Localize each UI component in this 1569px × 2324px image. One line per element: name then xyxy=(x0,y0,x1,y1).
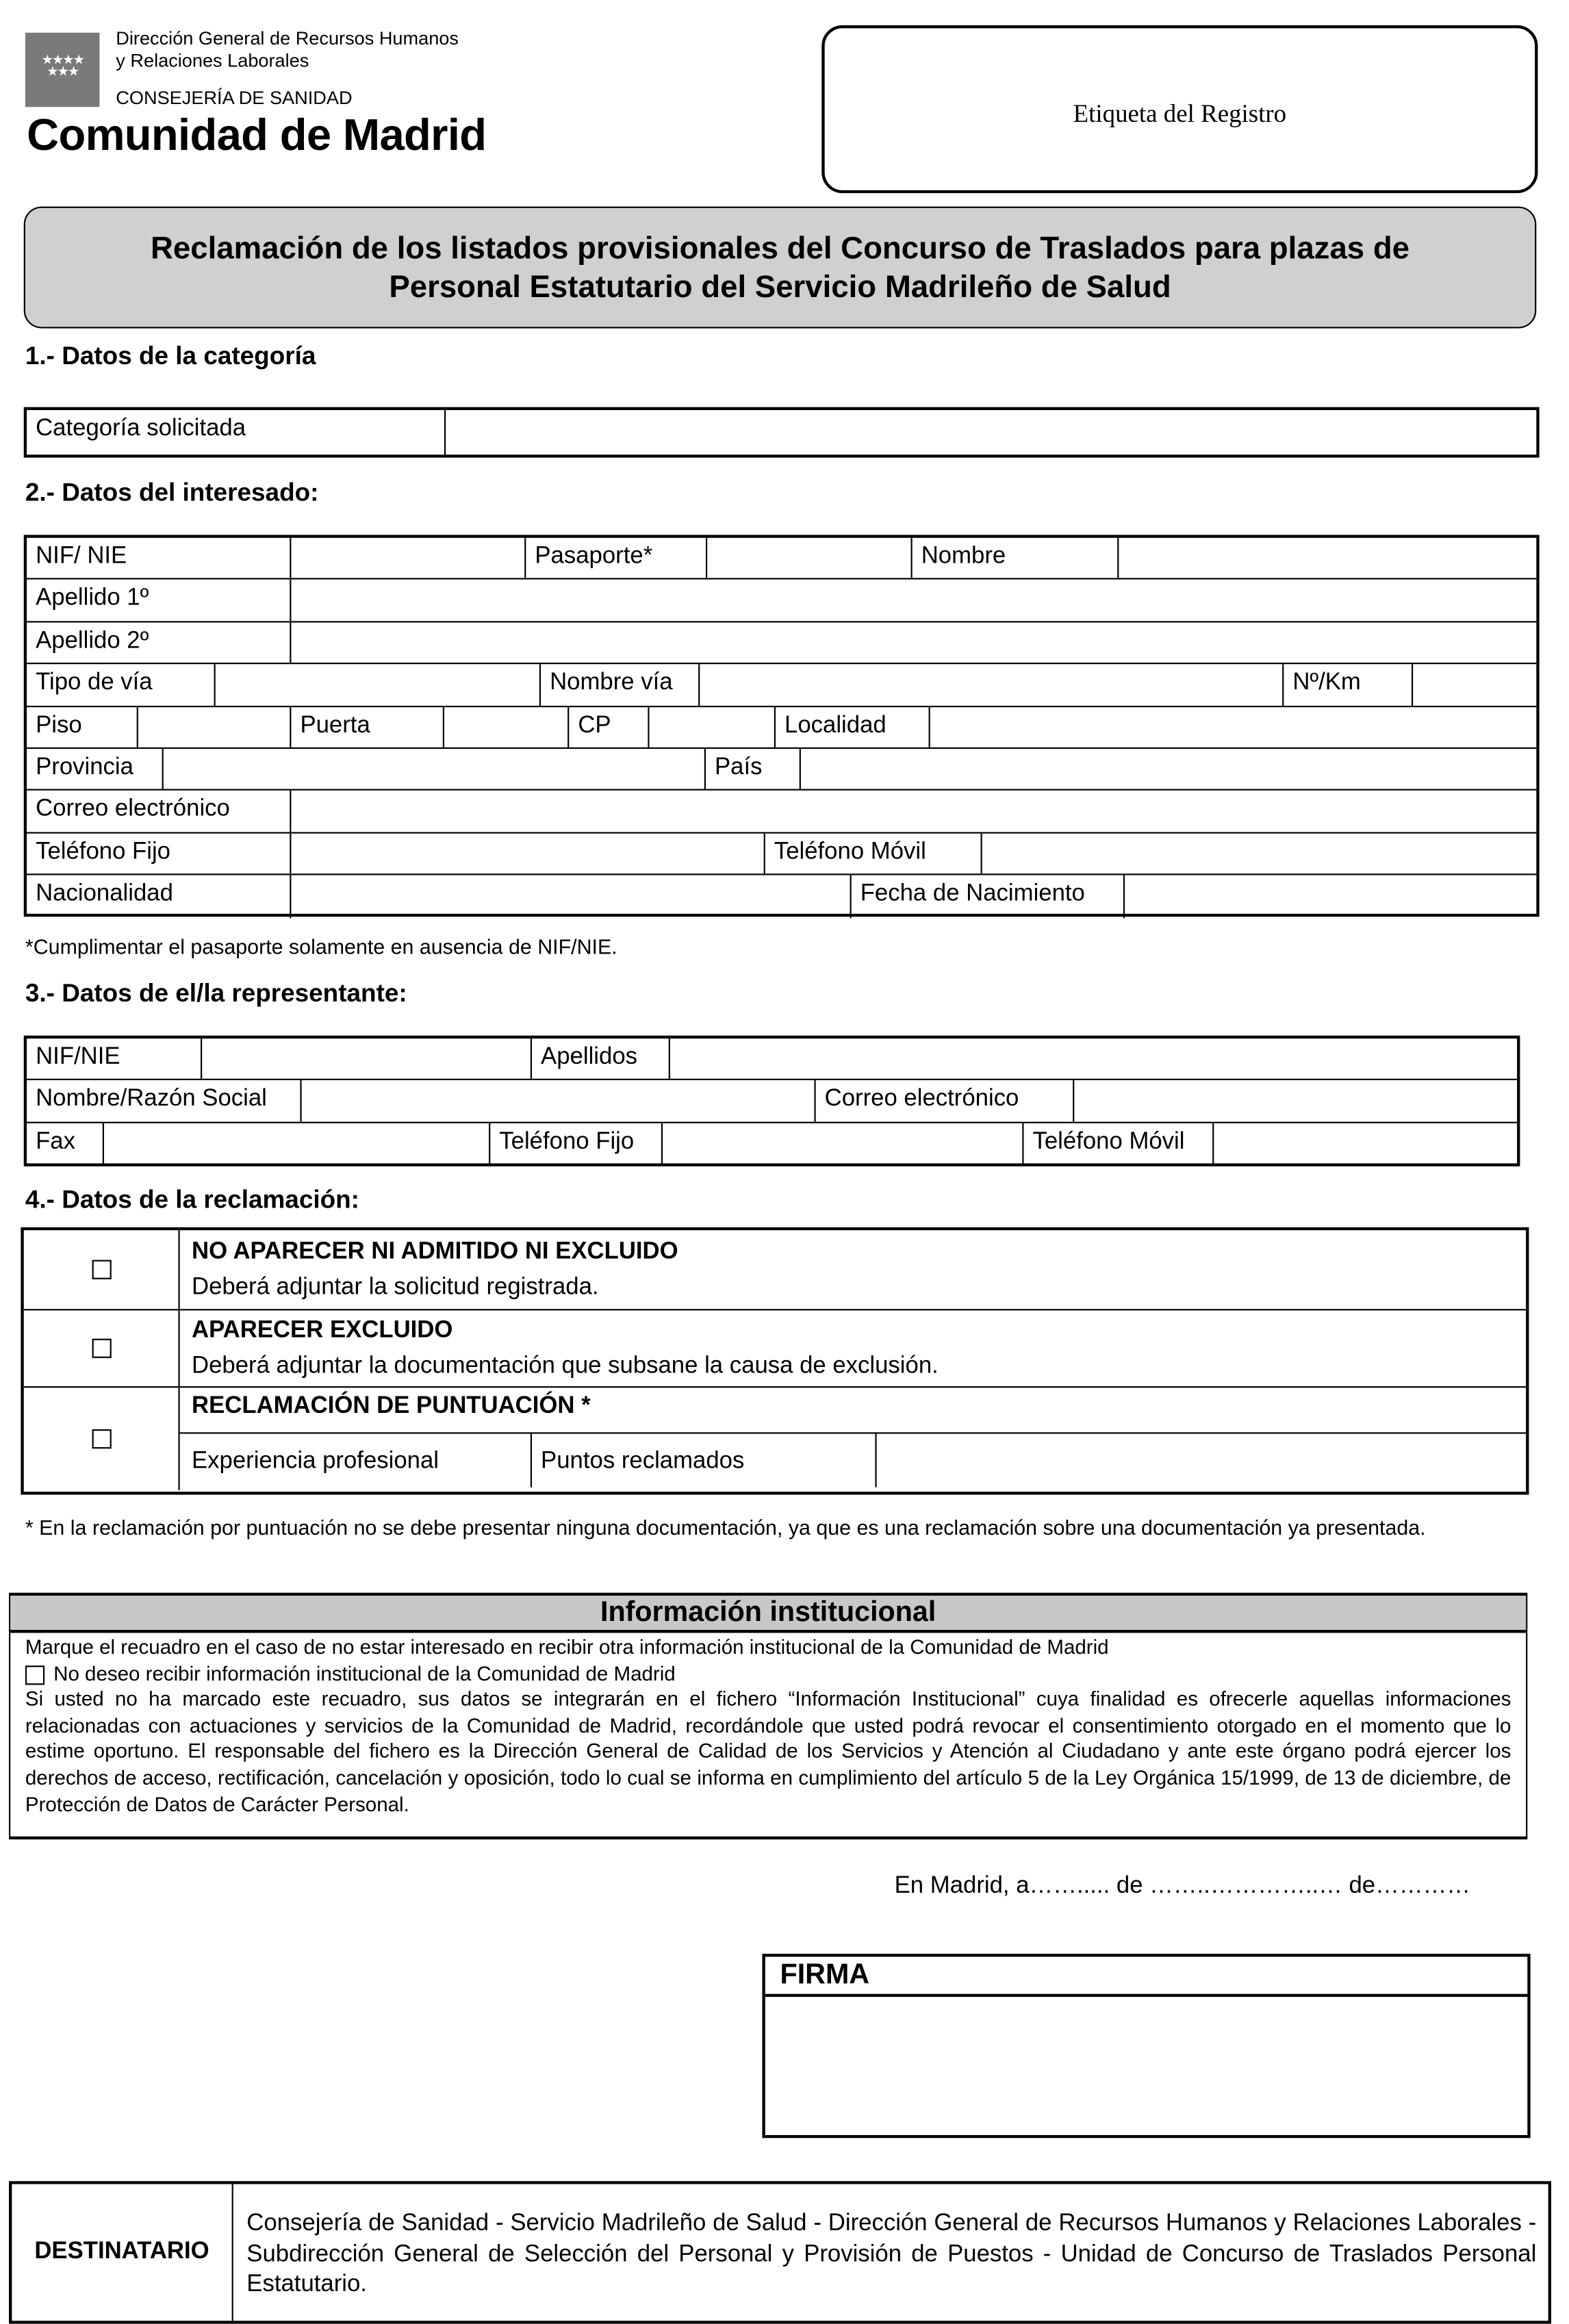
field-label: Puntos reclamados xyxy=(532,1434,877,1487)
field-label: Nº/Km xyxy=(1284,665,1413,705)
surname1-input[interactable] xyxy=(291,580,1536,620)
field-label: Correo electrónico xyxy=(816,1081,1075,1121)
field-label: Experiencia profesional xyxy=(180,1434,532,1487)
door-input[interactable] xyxy=(444,706,569,747)
field-label: Nombre/Razón Social xyxy=(27,1081,302,1121)
category-table xyxy=(24,407,1540,458)
checkbox-not-listed[interactable] xyxy=(91,1260,110,1279)
field-label: Puerta xyxy=(291,706,444,747)
field-label: Localidad xyxy=(776,706,930,747)
number-input[interactable] xyxy=(1413,665,1536,705)
option-desc: Deberá adjuntar la documentación que subsane la causa de exclusión. xyxy=(191,1353,939,1379)
option-desc: Deberá adjuntar la solicitud registrada. xyxy=(191,1275,599,1301)
surname2-input[interactable] xyxy=(291,622,1536,663)
section-4-heading: 4.- Datos de la reclamación: xyxy=(25,1186,359,1214)
nationality-input[interactable] xyxy=(291,876,851,918)
recipient-label: DESTINATARIO xyxy=(12,2184,233,2321)
org-name xyxy=(116,28,459,73)
date-line: En Madrid, a……..... de ……..…………..… de………… xyxy=(894,1874,1471,1899)
landline-input[interactable] xyxy=(291,833,765,873)
rep-email-input[interactable] xyxy=(1074,1081,1517,1121)
field-label: NIF/NIE xyxy=(27,1038,202,1079)
recipient-box xyxy=(9,2181,1551,2323)
signature-label: FIRMA xyxy=(765,1957,1527,1997)
info-heading: Información institucional xyxy=(10,1596,1526,1633)
field-label: Teléfono Fijo xyxy=(490,1123,663,1165)
field-label: Nacionalidad xyxy=(27,876,291,918)
field-label: Fecha de Nacimiento xyxy=(852,876,1125,918)
field-label: Teléfono Móvil xyxy=(1023,1123,1214,1165)
option-title: RECLAMACIÓN DE PUNTUACIÓN * xyxy=(180,1388,1526,1433)
field-label: Correo electrónico xyxy=(27,791,291,831)
street-type-input[interactable] xyxy=(216,665,541,705)
signature-box[interactable] xyxy=(762,1954,1530,2138)
recipient-text: Consejería de Sanidad - Servicio Madrileño de Salud - Dirección General de Recursos Humanos y Relaciones Laborales - Subdirección General de Selección del Personal y Provisión de Puestos - Unidad de Concurso de Traslados Personal Estatutario. xyxy=(246,2210,1537,2297)
email-input[interactable] xyxy=(291,791,1536,831)
option-title: APARECER EXCLUIDO xyxy=(191,1318,453,1344)
applicant-table xyxy=(24,535,1540,917)
section-1-heading: 1.- Datos de la categoría xyxy=(25,342,316,370)
field-label: NIF/ NIE xyxy=(27,538,291,578)
province-input[interactable] xyxy=(164,749,706,789)
field-label: Nombre xyxy=(913,538,1119,578)
info-box xyxy=(9,1593,1527,1839)
name-input[interactable] xyxy=(1119,538,1536,578)
field-label: Teléfono Móvil xyxy=(765,833,982,873)
checkbox-score[interactable] xyxy=(91,1429,110,1448)
field-label: Provincia xyxy=(27,749,164,789)
rep-mobile-input[interactable] xyxy=(1214,1123,1517,1165)
field-label: Nombre vía xyxy=(541,665,700,705)
checkbox-excluded[interactable] xyxy=(91,1339,110,1358)
field-label: Apellido 2º xyxy=(27,622,291,663)
birthdate-input[interactable] xyxy=(1125,876,1536,918)
field-label: CP xyxy=(569,706,649,747)
org-line: y Relaciones Laborales xyxy=(116,50,309,72)
nif-input[interactable] xyxy=(291,538,526,578)
postcode-input[interactable] xyxy=(650,706,776,747)
rep-surname-input[interactable] xyxy=(670,1038,1517,1079)
field-label: Apellidos xyxy=(532,1038,670,1079)
section-2-heading: 2.- Datos del interesado: xyxy=(25,478,319,507)
org-line: Dirección General de Recursos Humanos xyxy=(116,28,459,49)
mobile-input[interactable] xyxy=(982,833,1537,873)
passport-input[interactable] xyxy=(707,538,913,578)
form-title xyxy=(24,207,1537,329)
consejeria: CONSEJERÍA DE SANIDAD xyxy=(116,88,353,109)
locality-input[interactable] xyxy=(930,706,1537,747)
rep-landline-input[interactable] xyxy=(663,1123,1023,1165)
rep-name-input[interactable] xyxy=(302,1081,816,1121)
opt-out-checkbox[interactable] xyxy=(25,1665,44,1684)
madrid-logo: ★★★★ ★★★ xyxy=(25,33,100,107)
field-label: Pasaporte* xyxy=(526,538,707,578)
field-label: Categoría solicitada xyxy=(27,410,446,455)
category-input[interactable] xyxy=(446,410,1536,455)
field-label: Piso xyxy=(27,706,138,747)
registry-label-box: Etiqueta del Registro xyxy=(821,25,1538,193)
section-3-heading: 3.- Datos de el/la representante: xyxy=(25,979,407,1008)
field-label: Teléfono Fijo xyxy=(27,833,291,873)
info-body: Si usted no ha marcado este recuadro, sus datos se integrarán en el fichero “Información Institucional” cuya finalidad es ofrecerle aquellas informaciones relacionadas con actuaciones y servicios de la Comunidad de Madrid, recordándole que usted podrá revocar el consentimiento otorgado en el momento que lo estime oportuno. El responsable del fichero es la Dirección General de Calidad de los Servicios y Atención al Ciudadano y ante este órgano podrá ejercer los derechos de acceso, rectificación, cancelación y oposición, todo lo cual se informa en cumplimiento del artículo 5 de la Ley Orgánica 15/1999, de 13 de diciembre, de Protección de Datos de Carácter Personal. xyxy=(25,1688,1511,1815)
info-intro: Marque el recuadro en el caso de no estar interesado en recibir otra información institucional de la Comunidad de Madrid xyxy=(25,1635,1109,1659)
rep-fax-input[interactable] xyxy=(104,1123,490,1165)
title-line: Reclamación de los listados provisionales del Concurso de Traslados para plazas de xyxy=(150,231,1410,266)
score-footnote: * En la reclamación por puntuación no se debe presentar ninguna documentación, ya que es una reclamación sobre una documentación ya presentada. xyxy=(25,1515,1426,1540)
floor-input[interactable] xyxy=(138,706,292,747)
country-input[interactable] xyxy=(801,749,1536,789)
points-input[interactable] xyxy=(877,1434,1527,1487)
opt-out-label: No deseo recibir información institucional de la Comunidad de Madrid xyxy=(53,1661,676,1685)
field-label: Fax xyxy=(27,1123,104,1165)
title-line: Personal Estatutario del Servicio Madrileño de Salud xyxy=(389,270,1171,305)
brand-title: Comunidad de Madrid xyxy=(27,111,487,161)
claim-table xyxy=(21,1227,1529,1495)
rep-nif-input[interactable] xyxy=(202,1038,532,1079)
field-label: Tipo de vía xyxy=(27,665,216,705)
representative-table xyxy=(24,1036,1520,1166)
field-label: País xyxy=(706,749,801,789)
passport-note: *Cumplimentar el pasaporte solamente en ausencia de NIF/NIE. xyxy=(25,934,617,958)
street-name-input[interactable] xyxy=(700,665,1284,705)
field-label: Apellido 1º xyxy=(27,580,291,620)
option-title: NO APARECER NI ADMITIDO NI EXCLUIDO xyxy=(191,1239,678,1265)
